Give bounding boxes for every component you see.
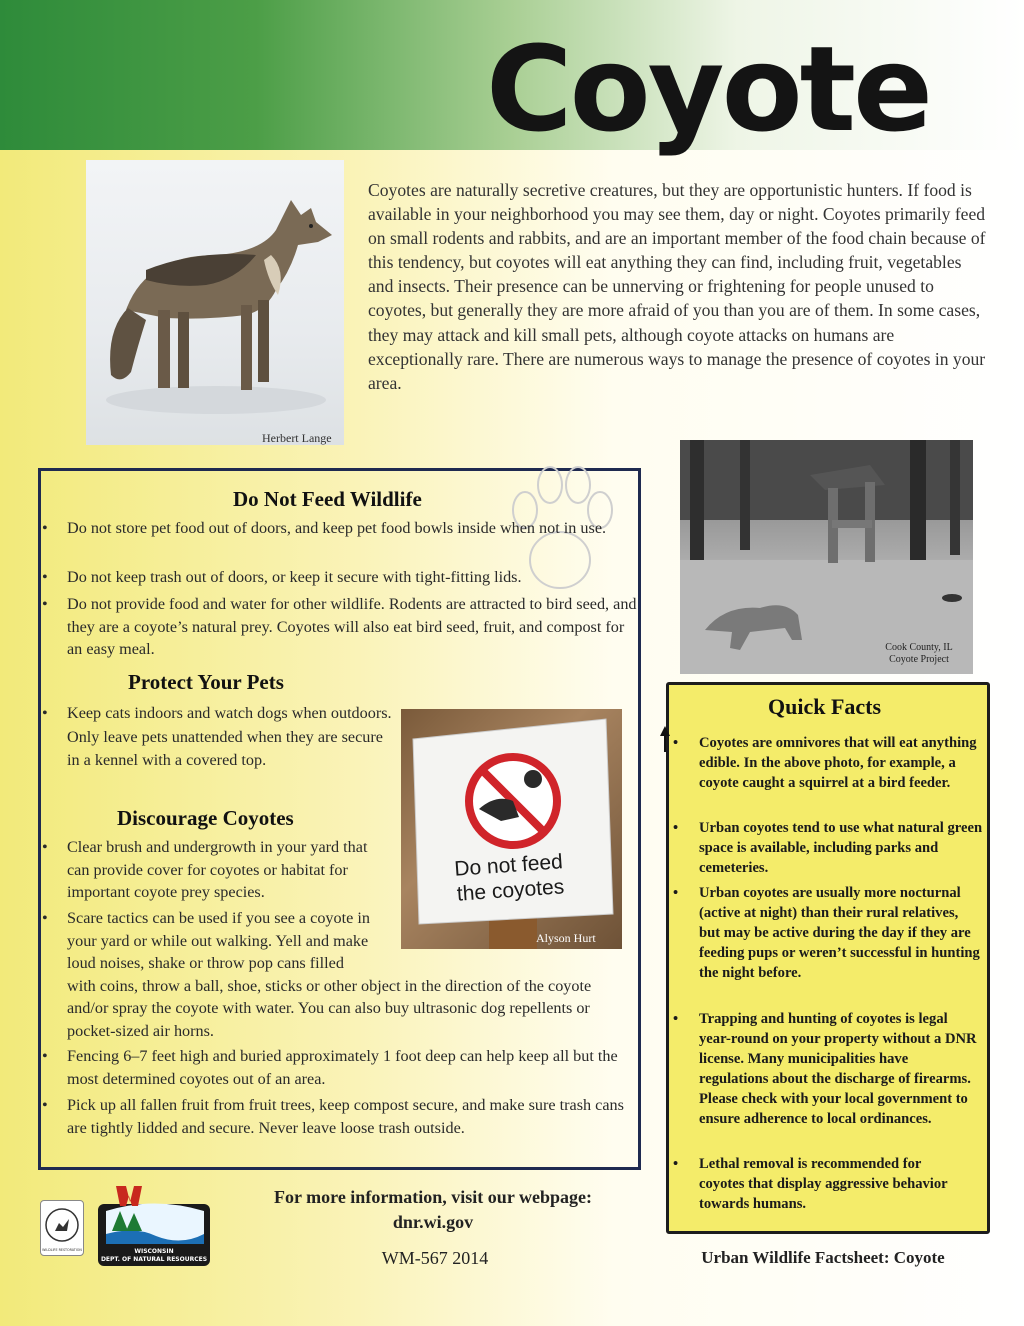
arrow-up-icon [658, 724, 672, 754]
bullet: • [42, 1047, 48, 1065]
coyote-photo-credit: Herbert Lange [262, 431, 332, 445]
publication-code: WM-567 2014 [381, 1248, 489, 1268]
coyote-photo [86, 160, 344, 445]
list-item [42, 702, 393, 773]
quick-facts-heading: Quick Facts [768, 694, 882, 719]
quick-fact-5: Lethal removal is recommended for coyotes that display aggressive behavior towards humans. [699, 1156, 948, 1212]
sign-text-line2: the coyotes [456, 875, 565, 906]
discourage-item-2: Scare tactics can be used if you see a coyote in your yard or while out walking. Yell and make loud noises, shake or throw pop cans filled with coins, throw a ball, shoe, sticks or other object in the direction of the coyote and/or spray the coyote with water. You can also buy ultrasonic dog repellents or pocket-sized air horns. [67, 909, 592, 1040]
quick-fact-1: Coyotes are omnivores that will eat anything edible. In the above photo, for example, a coyote caught a squirrel at a bird feeder. [699, 735, 977, 791]
quick-fact-3: Urban coyotes are usually more nocturnal (active at night) than their rural relatives, but may be active during the day if they are feeding pups or weren’t successful in hunting the night before. [699, 885, 980, 981]
bullet: • [42, 568, 48, 586]
list-item [42, 907, 622, 1042]
bullet: • [42, 909, 48, 927]
factsheet-label: Urban Wildlife Factsheet: Coyote [701, 1248, 945, 1267]
heading-discourage-coyotes: Discourage Coyotes [117, 806, 294, 830]
list-item [42, 517, 637, 540]
list-item [42, 593, 637, 661]
trail-camera-photo [680, 440, 973, 674]
more-info-text: For more information, visit our webpage: [274, 1187, 592, 1207]
feed-item-3: Do not provide food and water for other wildlife. Rodents are attracted to bird seed, and they are a coyote’s natural prey. Coyotes will also eat bird seed, fruit, and compost for an easy meal. [67, 595, 637, 658]
list-item [42, 836, 385, 904]
discourage-item-4: Pick up all fallen fruit from fruit trees, keep compost secure, and make sure trash cans are tightly lidded and secure. Never leave loose trash outside. [67, 1096, 624, 1137]
list-item [673, 883, 981, 983]
trail-photo-credit-line2: Coyote Project [889, 654, 949, 665]
list-item [673, 733, 981, 793]
list-item [42, 566, 637, 589]
trail-camera-illustration [680, 440, 973, 674]
bullet: • [42, 1096, 48, 1114]
bullet: • [42, 595, 48, 613]
list-item [673, 1154, 959, 1214]
wildlife-restoration-text: WILDLIFE RESTORATION [42, 1248, 82, 1252]
discourage-item-1: Clear brush and undergrowth in your yard that can provide cover for coyotes or habitat for important coyote prey species. [67, 838, 368, 901]
list-item [42, 1045, 639, 1090]
pets-item-1: Keep cats indoors and watch dogs when outdoors. Only leave pets unattended when they are secure in a kennel with a covered top. [67, 704, 392, 769]
bullet: • [673, 735, 679, 751]
coyote-illustration [86, 160, 344, 445]
bullet: • [673, 1011, 679, 1027]
list-item [673, 818, 983, 878]
dnr-logo-line1: WISCONSIN [134, 1248, 174, 1255]
bullet: • [42, 519, 48, 537]
bullet: • [673, 1156, 679, 1172]
list-item [42, 1094, 627, 1139]
list-item [673, 1009, 981, 1129]
heading-do-not-feed: Do Not Feed Wildlife [233, 487, 422, 511]
bullet: • [42, 838, 48, 856]
page-title: Coyote [486, 20, 931, 158]
dnr-logo-line2: DEPT. OF NATURAL RESOURCES [100, 1256, 208, 1263]
wildlife-restoration-emblem [41, 1201, 83, 1255]
bullet: • [673, 885, 679, 901]
wildlife-restoration-logo [40, 1200, 84, 1256]
discourage-item-3: Fencing 6–7 feet high and buried approximately 1 foot deep can help keep all but the most determined coyotes out of an area. [67, 1047, 618, 1088]
bullet: • [673, 820, 679, 836]
sign-text-line1: Do not feed [453, 850, 564, 881]
wisconsin-dnr-logo [96, 1186, 212, 1267]
quick-fact-4: Trapping and hunting of coyotes is legal year-round on your property without a DNR license. Many municipalities have regulations about the discharge of firearms. Please check with your local government to ensure adherence to local ordinances. [699, 1011, 977, 1127]
wrap-spacer [372, 907, 622, 971]
dnr-emblem [96, 1186, 212, 1267]
heading-protect-pets: Protect Your Pets [128, 670, 284, 694]
sign-photo-credit: Alyson Hurt [536, 931, 596, 945]
trail-photo-credit [884, 642, 954, 666]
feed-item-2: Do not keep trash out of doors, or keep it secure with tight-fitting lids. [67, 568, 522, 586]
feed-item-1: Do not store pet food out of doors, and keep pet food bowls inside when not in use. [67, 519, 607, 537]
quick-fact-2: Urban coyotes tend to use what natural green space is available, including parks and cemeteries. [699, 820, 983, 876]
trail-photo-credit-line1: Cook County, IL [885, 642, 953, 653]
intro-paragraph: Coyotes are naturally secretive creatures, but they are opportunistic hunters. If food is available in your neighborhood you may see them, day or night. Coyotes primarily feed on small rodents and rabbits, and are an important member of the food chain because of this tendency, but coyotes will eat anything they can find, including fruit, vegetables and insects. Their presence can be unnerving or frightening for people unused to coyotes, but generally they are more afraid of you than you are of them. In some cases, they may attack and kill small pets, although coyote attacks on humans are exceptionally rare. There are numerous ways to manage the presence of coyotes in your area. [368, 180, 986, 393]
bullet: • [42, 704, 48, 722]
webpage-link[interactable]: dnr.wi.gov [392, 1212, 474, 1232]
